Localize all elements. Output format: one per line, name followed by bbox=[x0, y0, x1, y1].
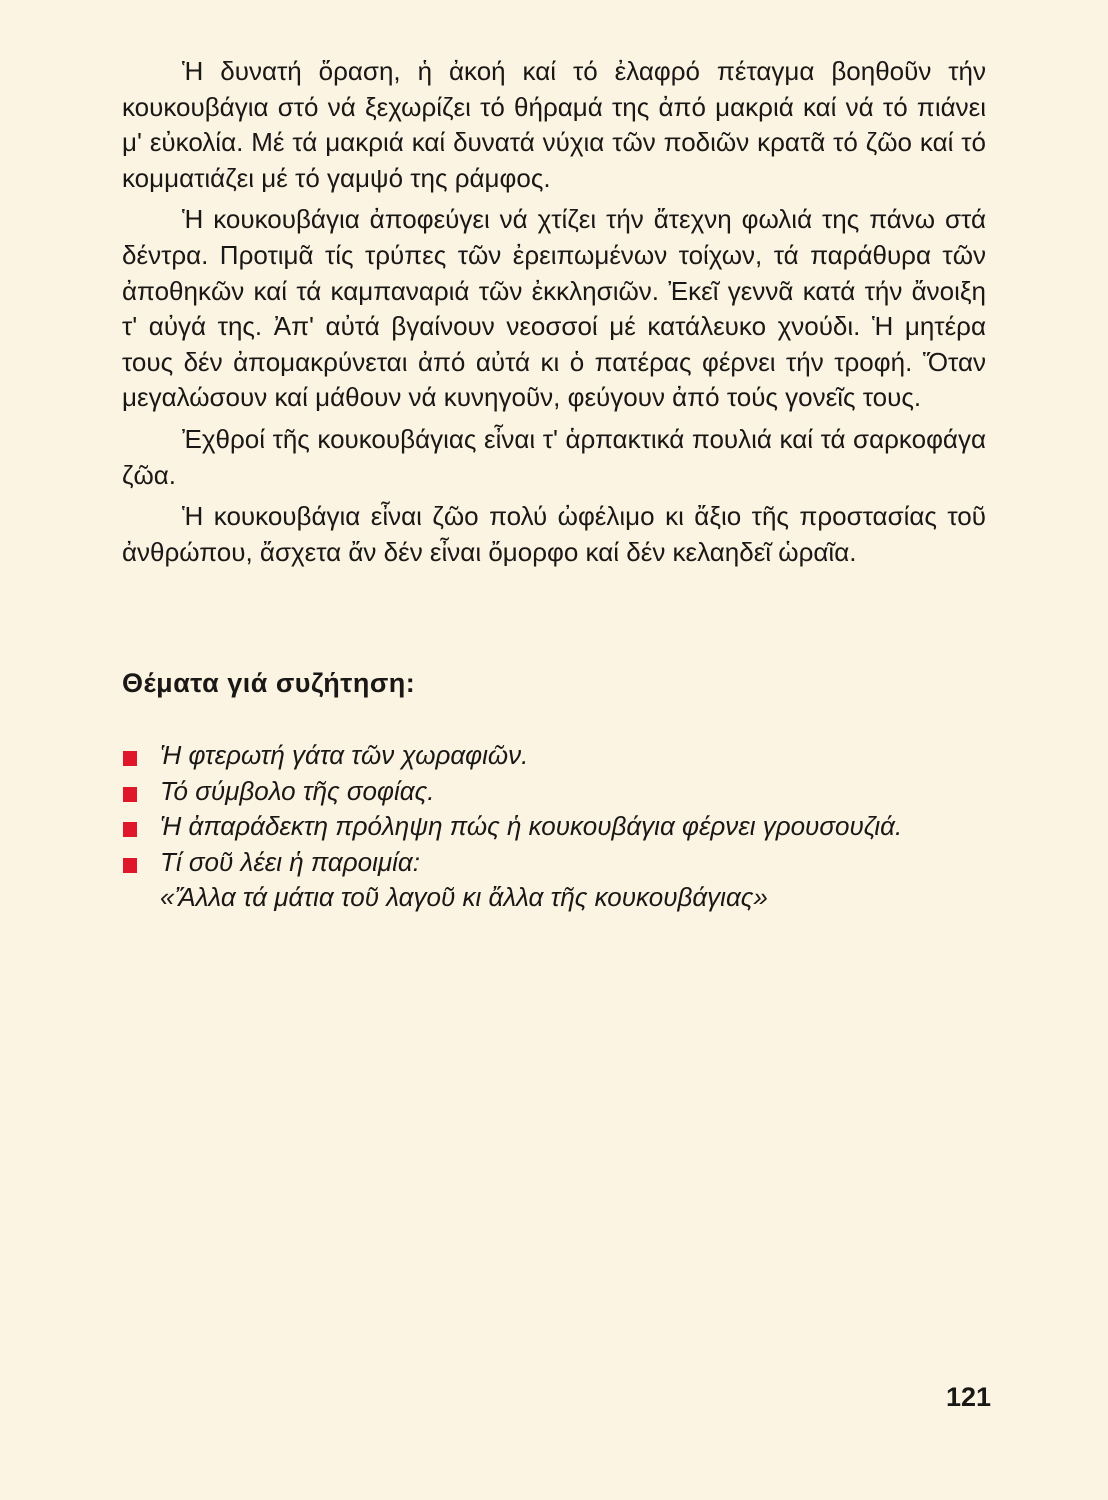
paragraph-1: Ἡ δυνατή ὅραση, ἡ ἀκοή καί τό ἐλαφρό πέταγμα βοηθοῦν τήν κουκουβάγια στό νά ξεχωρίζει τό θήραμά της ἀπό μακριά καί νά τό πιάνει μ' εὐκολία. Μέ τά μακριά καί δυνατά νύχια τῶν ποδιῶν κρατᾶ τό ζῶο καί τό κομματιάζει μέ τό γαμψό της ράμφος. bbox=[122, 56, 986, 193]
red-square-bullet-icon bbox=[123, 858, 137, 873]
topic-text: Τό σύμβολο τῆς σοφίας. bbox=[160, 775, 435, 806]
paragraph-4: Ἡ κουκουβάγια εἶναι ζῶο πολύ ὠφέλιμο κι ἄξιο τῆς προστασίας τοῦ ἀνθρώπου, ἄσχετα ἄν δέν εἶναι ὄμορφο καί δέν κελαηδεῖ ὡραῖα. bbox=[122, 501, 986, 567]
topic-text: Ἡ φτερωτή γάτα τῶν χωραφιῶν. bbox=[160, 740, 529, 770]
red-square-bullet-icon bbox=[123, 822, 137, 837]
topic-text: Τί σοῦ λέει ἡ παροιμία: bbox=[160, 846, 420, 877]
body-text bbox=[122, 54, 986, 576]
topic-item bbox=[122, 774, 986, 810]
topics-list bbox=[122, 738, 986, 916]
proverb-quote: «Ἄλλα τά μάτια τοῦ λαγοῦ κι ἄλλα τῆς κουκουβάγιας» bbox=[160, 882, 768, 912]
topic-item bbox=[122, 738, 986, 774]
paragraph-3: Ἐχθροί τῆς κουκουβάγιας εἶναι τ' ἁρπακτικά πουλιά καί τά σαρκοφάγα ζῶα. bbox=[122, 423, 986, 490]
topics-heading: Θέματα γιά συζήτηση: bbox=[122, 668, 416, 698]
red-square-bullet-icon bbox=[123, 751, 137, 766]
page-number: 121 bbox=[946, 1382, 992, 1412]
topic-item bbox=[122, 809, 986, 845]
topic-text: Ἡ ἀπαράδεκτη πρόληψη πώς ἡ κουκουβάγια φέρνει γρουσουζιά. bbox=[160, 811, 903, 841]
topic-item bbox=[122, 845, 986, 916]
paragraph-2: Ἡ κουκουβάγια ἀποφεύγει νά χτίζει τήν ἄτεχνη φωλιά της πάνω στά δέντρα. Προτιμᾶ τίς τρύπες τῶν ἐρειπωμένων τοίχων, τά παράθυρα τῶν ἀποθηκῶν καί τά καμπαναριά τῶν ἐκκλησιῶν. Ἐκεῖ γεννᾶ κατά τήν ἄνοιξη τ' αὐγά της. Ἀπ' αὐτά βγαίνουν νεοσσοί μέ κατάλευκο χνούδι. Ἡ μητέρα τους δέν ἀπομακρύνεται ἀπό αὐτά κι ὁ πατέρας φέρνει τήν τροφή. Ὅταν μεγαλώσουν καί μάθουν νά κυνηγοῦν, φεύγουν ἀπό τούς γονεῖς τους. bbox=[122, 204, 986, 413]
red-square-bullet-icon bbox=[123, 787, 137, 802]
